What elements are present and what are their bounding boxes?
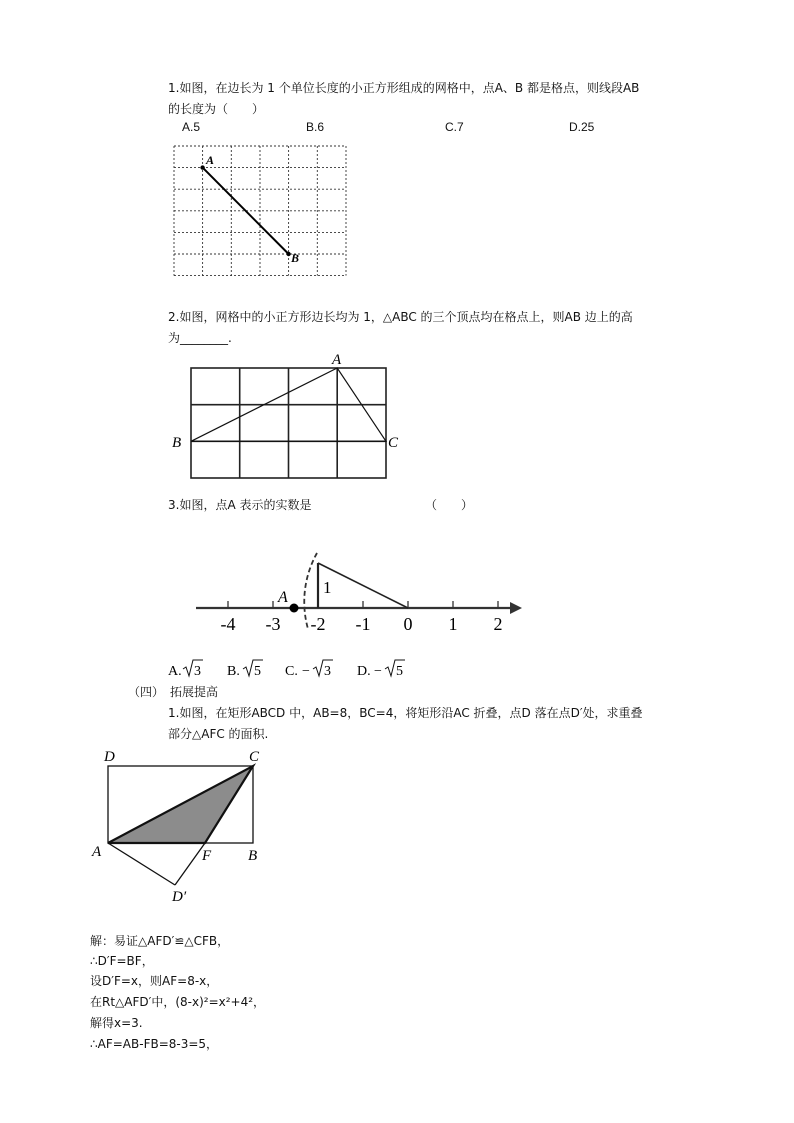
q3-option-c-radicand: 3 (324, 664, 331, 679)
arrow-icon (510, 602, 522, 614)
q1-option-d: D.25 (569, 120, 595, 134)
q3-option-c-sign: − (302, 664, 310, 679)
q3-option-b-radicand: 5 (254, 664, 261, 679)
q1-option-c: C.7 (445, 120, 464, 134)
tick-label: -1 (355, 614, 371, 634)
label-d-prime: D′ (172, 889, 187, 905)
q2-stem-line1: 2.如图，网格中的小正方形边长均为 1，△ABC 的三个顶点均在格点上，则AB 边上的高 (168, 310, 633, 324)
label-b: B (291, 251, 300, 265)
q1-option-a: A.5 (182, 120, 201, 134)
solution-line: 设D′F=x，则AF=8-x， (90, 974, 219, 988)
q3-option-d-sign: − (374, 664, 382, 679)
solution-line: ∴AF=AB-FB=8-3=5， (90, 1037, 219, 1051)
q3-option-a-prefix: A. (168, 664, 182, 679)
point-a (290, 604, 299, 613)
tick-label: 0 (403, 614, 413, 634)
point-a-label: A (278, 589, 288, 606)
tick-label: -3 (265, 614, 281, 634)
solution-line: ∴D′F=BF， (90, 954, 154, 968)
q3-option-d-radicand: 5 (396, 664, 403, 679)
label-c: C (388, 435, 399, 451)
q2-grid-figure (168, 348, 413, 483)
leg-label: 1 (323, 578, 332, 597)
q3-stem: 3.如图，点A 表示的实数是 (168, 498, 312, 512)
tick-label: -4 (220, 614, 236, 634)
point-a (200, 165, 204, 169)
label-f: F (202, 848, 212, 864)
q4-stem-line1: 1.如图，在矩形ABCD 中，AB=8，BC=4，将矩形沿AC 折叠，点D 落在点D′处，求重叠 (168, 706, 643, 720)
q3-options (165, 655, 425, 683)
q3-number-line (190, 540, 530, 640)
q3-answer-paren: （ ） (425, 498, 474, 512)
q1-option-b: B.6 (306, 120, 325, 134)
label-a: A (332, 352, 342, 368)
shaded-triangle-afc (108, 766, 253, 843)
q2-stem-line2: 为________. (168, 331, 232, 345)
label-a: A (206, 153, 215, 167)
tick-label: 2 (493, 614, 503, 634)
tick-label: 1 (448, 614, 458, 634)
q1-stem-line2: 的长度为（ ） (168, 102, 265, 116)
q1-grid-figure (168, 140, 353, 282)
q3-option-d-prefix: D. (357, 664, 371, 679)
tick-label: -2 (310, 614, 326, 634)
label-a: A (92, 844, 102, 860)
label-b: B (172, 435, 182, 451)
section-title: （四） 拓展提高 (128, 685, 219, 699)
label-b: B (248, 848, 258, 864)
label-c: C (249, 749, 260, 765)
q3-option-c-prefix: C. (285, 664, 298, 679)
solution-line: 解得x=3. (90, 1016, 143, 1030)
q3-option-b-prefix: B. (227, 664, 240, 679)
solution-line: 解：易证△AFD′≌△CFB， (90, 934, 230, 948)
label-d: D (104, 749, 115, 765)
q4-rectangle-figure (88, 745, 288, 907)
q1-stem-line1: 1.如图，在边长为 1 个单位长度的小正方形组成的网格中，点A、B 都是格点，则线段AB (168, 81, 640, 95)
q4-stem-line2: 部分△AFC 的面积. (168, 727, 269, 741)
q3-option-a-radicand: 3 (194, 664, 201, 679)
solution-line: 在Rt△AFD′中，(8-x)²=x²+4²， (90, 995, 266, 1009)
